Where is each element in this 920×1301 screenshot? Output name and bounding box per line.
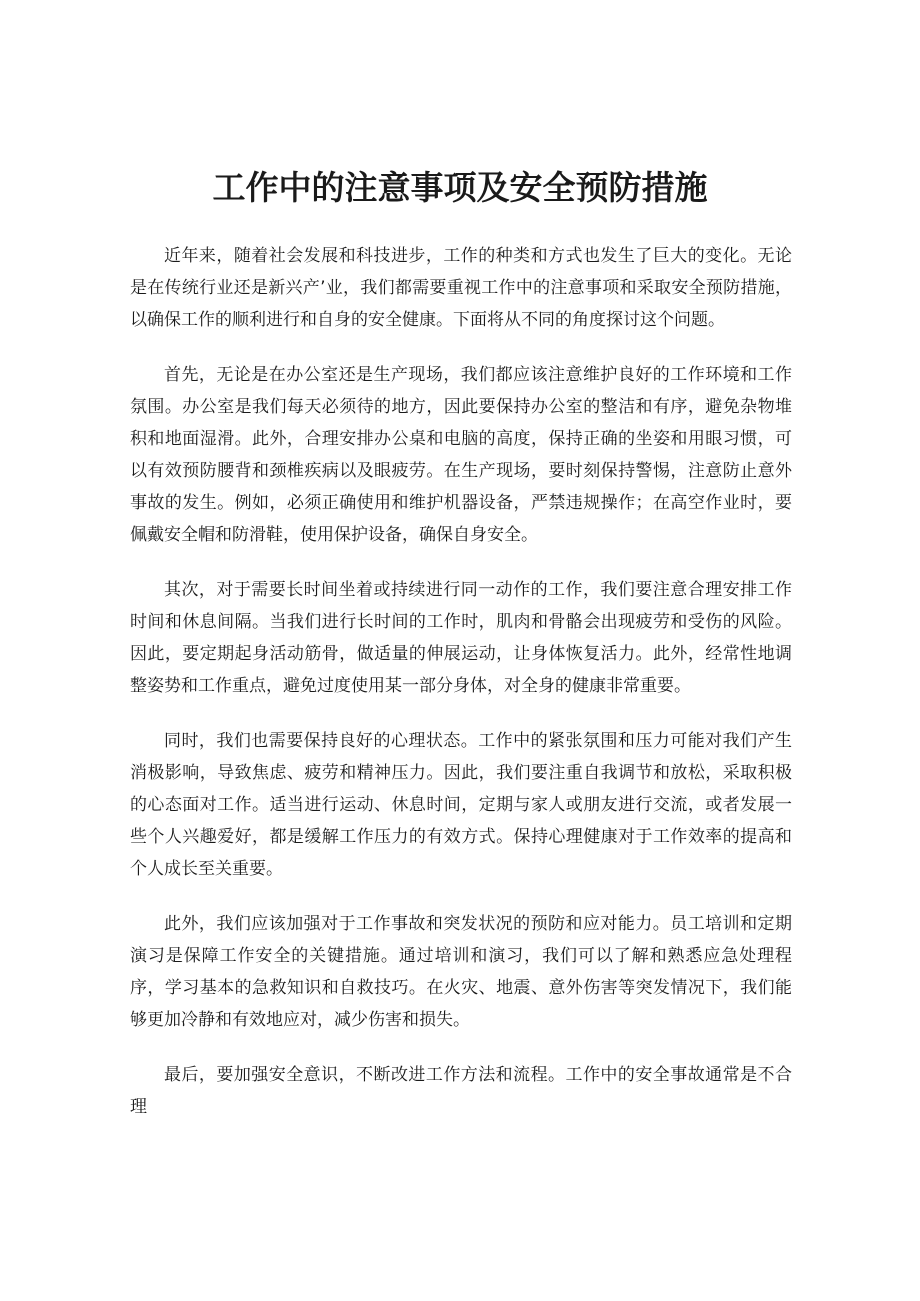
paragraph-rest-breaks: 其次，对于需要长时间坐着或持续进行同一动作的工作，我们要注意合理安排工作时间和休息间隔。当我们进行长时间的工作时，肌肉和骨骼会出现疲劳和受伤的风险。因此，要定期起身活动筋骨，做适量的伸展运动，让身体恢复活力。此外，经常性地调整姿势和工作重点，避免过度使用某一部分身体，对全身的健康非常重要。 [130, 580, 792, 696]
document-title: 工作中的注意事项及安全预防措施 [212, 168, 708, 207]
document-body [130, 240, 792, 1146]
paragraph-emergency-preparedness: 此外，我们应该加强对于工作事故和突发状况的预防和应对能力。员工培训和定期演习是保障工作安全的关键措施。通过培训和演习，我们可以了解和熟悉应急处理程序，学习基本的急救知识和自救技巧。在火灾、地震、意外伤害等突发情况下，我们能够更加冷静和有效地应对，减少伤害和损失。 [130, 914, 792, 1030]
paragraph-mental-health: 同时，我们也需要保持良好的心理状态。工作中的紧张氛围和压力可能对我们产生消极影响，导致焦虑、疲劳和精神压力。因此，我们要注重自我调节和放松，采取积极的心态面对工作。适当进行运动、休息时间，定期与家人或朋友进行交流，或者发展一些个人兴趣爱好，都是缓解工作压力的有效方式。保持心理健康对于工作效率的提高和个人成长至关重要。 [130, 731, 792, 879]
paragraph-intro: 近年来，随着社会发展和科技进步，工作的种类和方式也发生了巨大的变化。无论是在传统行业还是新兴产’业，我们都需要重视工作中的注意事项和采取安全预防措施，以确保工作的顺利进行和自身的安全健康。下面将从不同的角度探讨这个问题。 [130, 246, 792, 330]
paragraph-work-environment: 首先，无论是在办公室还是生产现场，我们都应该注意维护良好的工作环境和工作氛围。办公室是我们每天必须待的地方，因此要保持办公室的整洁和有序，避免杂物堆积和地面湿滑。此外，合理安排办公桌和电脑的高度，保持正确的坐姿和用眼习惯，可以有效预防腰背和颈椎疾病以及眼疲劳。在生产现场，要时刻保持警惕，注意防止意外事故的发生。例如，必须正确使用和维护机器设备，严禁违规操作；在高空作业时，要佩戴安全帽和防滑鞋，使用保护设备，确保自身安全。 [130, 365, 792, 545]
paragraph-safety-awareness: 最后，要加强安全意识，不断改进工作方法和流程。工作中的安全事故通常是不合理 [130, 1065, 792, 1117]
